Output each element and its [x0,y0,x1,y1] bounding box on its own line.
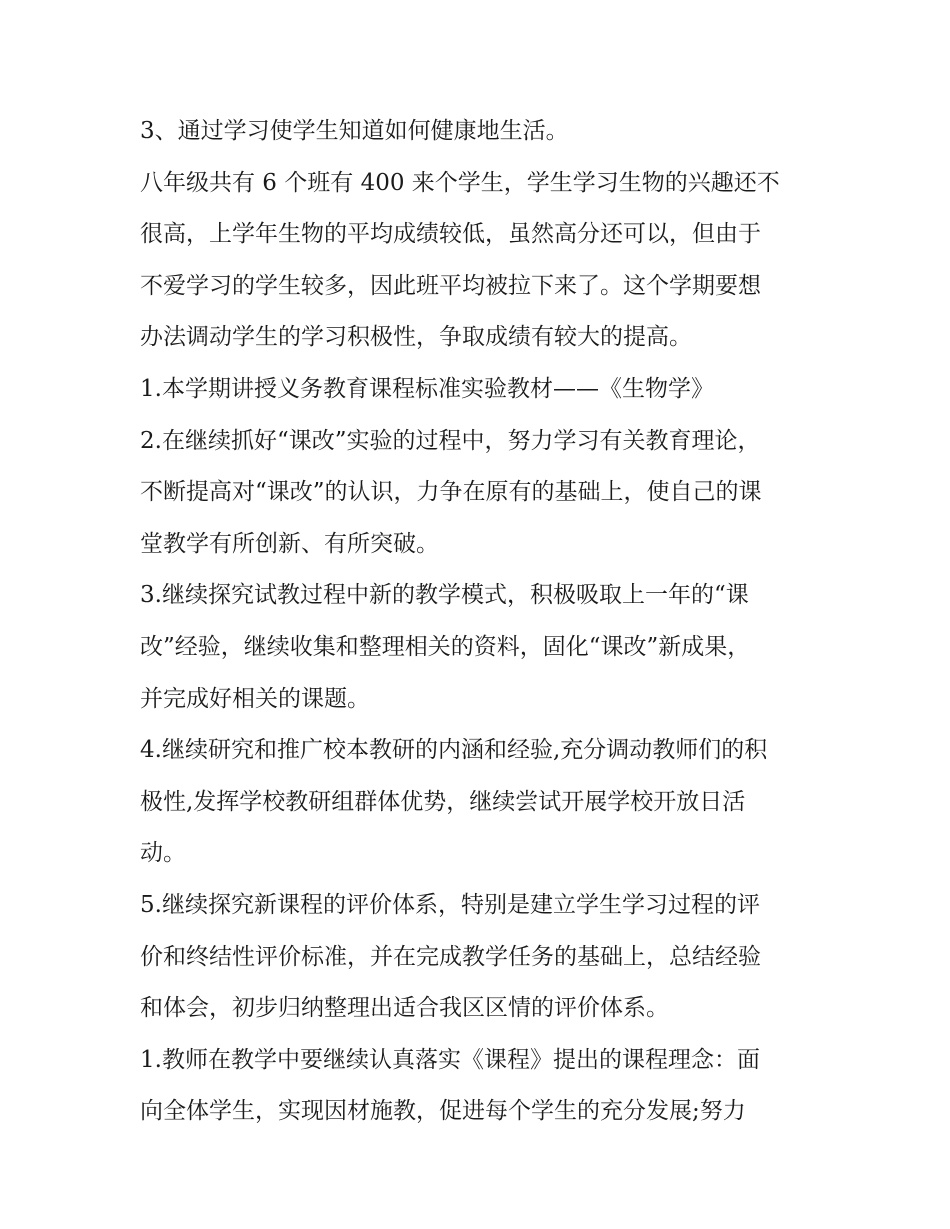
text-line: 不爱学习的学生较多，因此班平均被拉下来了。这个学期要想 [140,272,761,299]
text-line: 5.继续探究新课程的评价体系，特别是建立学生学习过程的评 [140,891,760,918]
text-line: 1.本学期讲授义务教育课程标准实验教材——《生物学》 [140,375,714,402]
text-line: 并完成好相关的课题。 [140,685,370,712]
text-line: 动。 [140,840,186,867]
text-line: 4.继续研究和推广校本教研的内涵和经验,充分调动教师们的积 [140,737,768,764]
text-line: 堂教学有所创新、有所突破。 [140,530,439,557]
text-line: 极性,发挥学校教研组群体优势，继续尝试开展学校开放日活 [140,788,746,815]
text-line: 2.在继续抓好“课改”实验的过程中，努力学习有关教育理论， [140,427,761,454]
text-line: 办法调动学生的学习积极性，争取成绩有较大的提高。 [140,324,692,351]
document-body [140,106,812,1138]
text-line: 价和终结性评价标准，并在完成教学任务的基础上，总结经验 [140,943,761,970]
text-line: 3.继续探究试教过程中新的教学模式，积极吸取上一年的“课 [140,582,749,609]
text-line: 和体会，初步归纳整理出适合我区区情的评价体系。 [140,995,669,1022]
text-line: 1.教师在教学中要继续认真落实《课程》提出的课程理念：面 [140,1046,760,1073]
text-line: 改”经验，继续收集和整理相关的资料，固化“课改”新成果， [140,633,751,660]
text-line: 八年级共有 6 个班有 400 来个学生，学生学习生物的兴趣还不 [140,169,780,196]
text-line: 很高，上学年生物的平均成绩较低，虽然高分还可以，但由于 [140,221,761,248]
text-line: 不断提高对“课改”的认识，力争在原有的基础上，使自己的课 [140,479,762,506]
text-line: 向全体学生，实现因材施教，促进每个学生的充分发展;努力 [140,1098,746,1125]
text-line: 3、通过学习使学生知道如何健康地生活。 [140,118,569,144]
